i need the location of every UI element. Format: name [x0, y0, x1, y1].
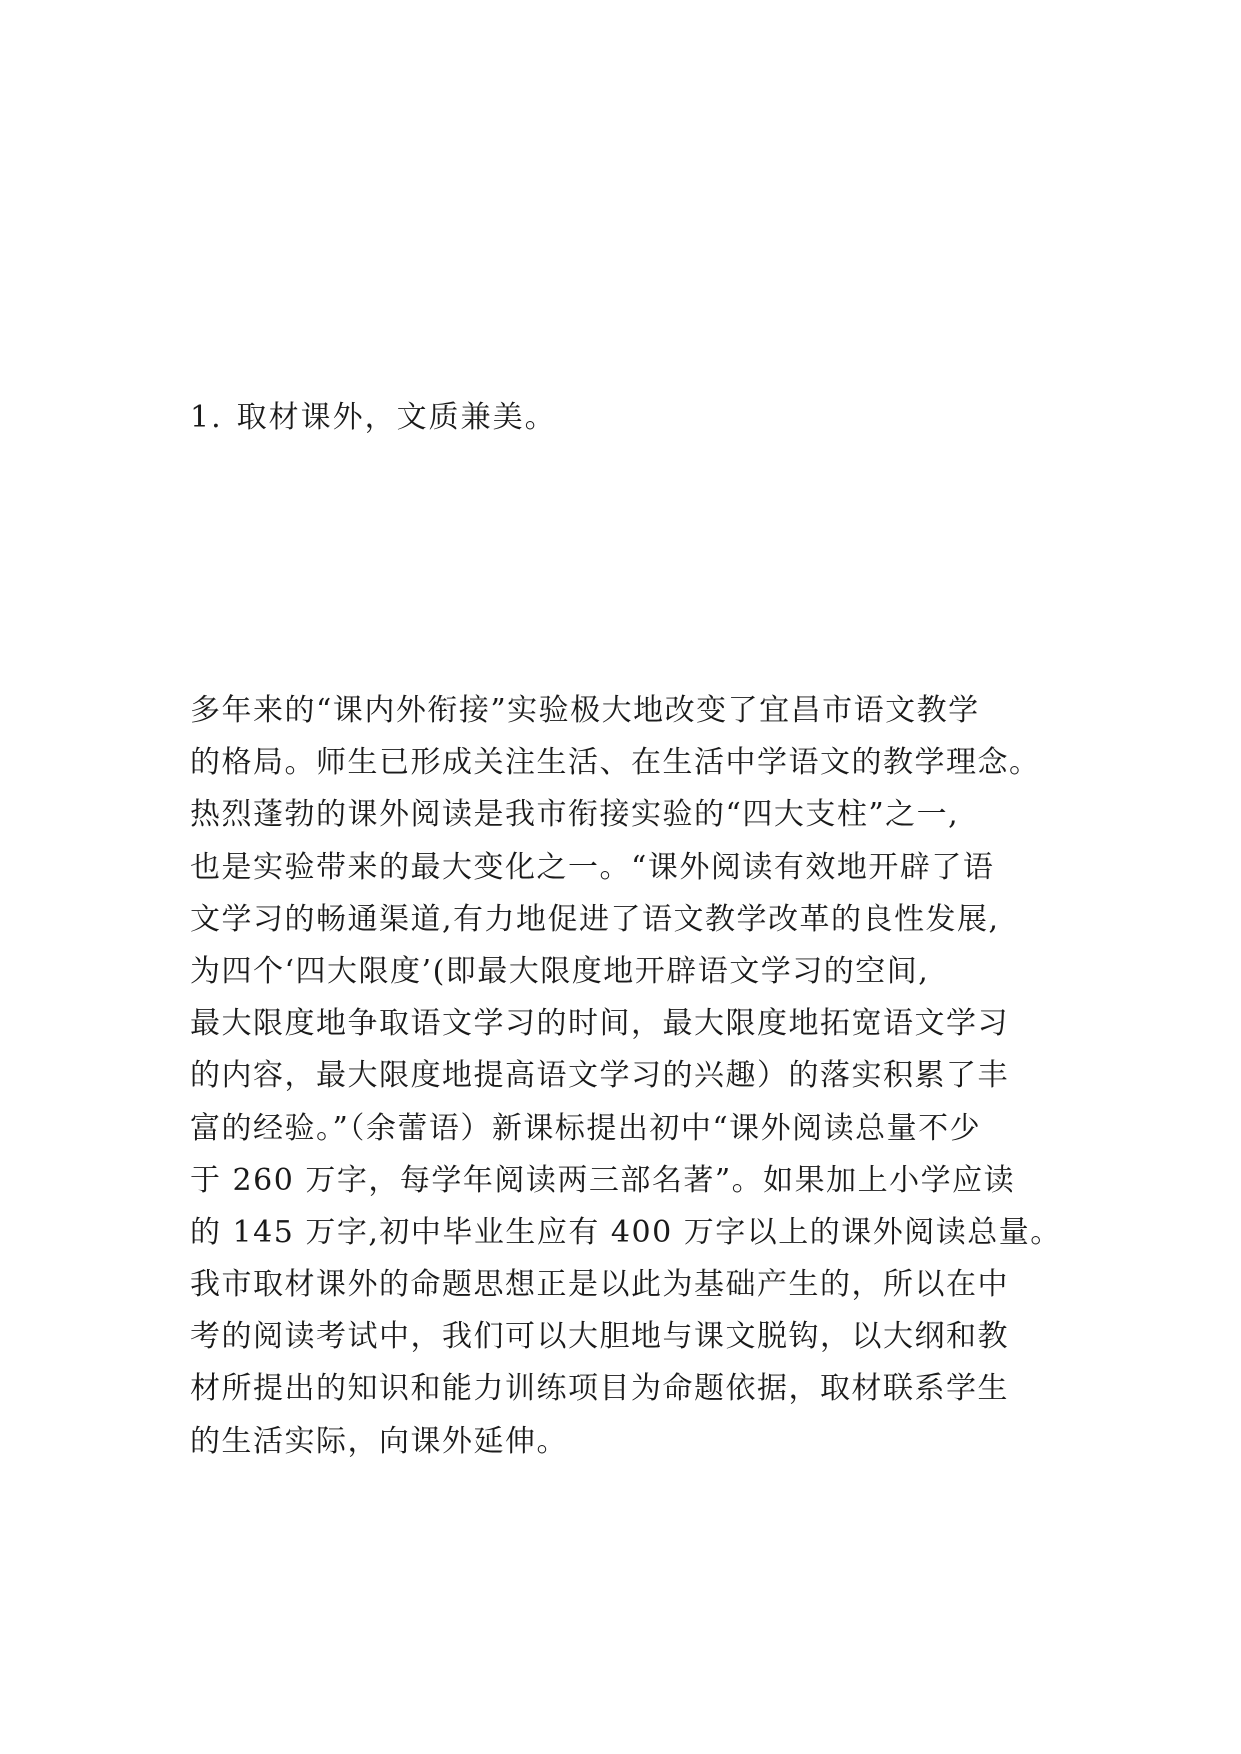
- paragraph-line: 多年来的“课内外衔接”实验极大地改变了宜昌市语文教学: [190, 693, 980, 728]
- paragraph-line: 为四个‘四大限度’(即最大限度地开辟语文学习的空间,: [190, 953, 930, 989]
- body-paragraph: [190, 685, 1070, 1468]
- paragraph-line: 文学习的畅通渠道,有力地促进了语文教学改革的良性发展,: [190, 901, 1000, 937]
- paragraph-line: 于 260 万字，每学年阅读两三部名著”。如果加上小学应读: [190, 1162, 1016, 1198]
- paragraph-line: 的 145 万字,初中毕业生应有 400 万字以上的课外阅读总量。: [190, 1214, 1062, 1250]
- paragraph-line: 考的阅读考试中，我们可以大胆地与课文脱钩，以大纲和教: [190, 1319, 1009, 1355]
- paragraph-line: 热烈蓬勃的课外阅读是我市衔接实验的“四大支柱”之一,: [190, 797, 960, 833]
- paragraph-line: 的格局。师生已形成关注生活、在生活中学语文的教学理念。: [190, 745, 1041, 781]
- paragraph-line: 也是实验带来的最大变化之一。“课外阅读有效地开辟了语: [190, 849, 995, 885]
- paragraph-line: 富的经验。”（余蕾语）新课标提出初中“课外阅读总量不少: [190, 1110, 982, 1146]
- paragraph-line: 材所提出的知识和能力训练项目为命题依据，取材联系学生: [190, 1371, 1009, 1407]
- heading-text: 取材课外，文质兼美。: [236, 400, 557, 435]
- paragraph-line: 的生活实际，向课外延伸。: [190, 1423, 568, 1459]
- paragraph-line: 最大限度地争取语文学习的时间，最大限度地拓宽语文学习: [190, 1006, 1009, 1042]
- paragraph-line: 的内容，最大限度地提高语文学习的兴趣）的落实积累了丰: [190, 1058, 1009, 1094]
- section-heading: [190, 398, 557, 438]
- paragraph-line: 我市取材课外的命题思想正是以此为基础产生的，所以在中: [190, 1267, 1009, 1303]
- heading-number: 1.: [190, 400, 223, 435]
